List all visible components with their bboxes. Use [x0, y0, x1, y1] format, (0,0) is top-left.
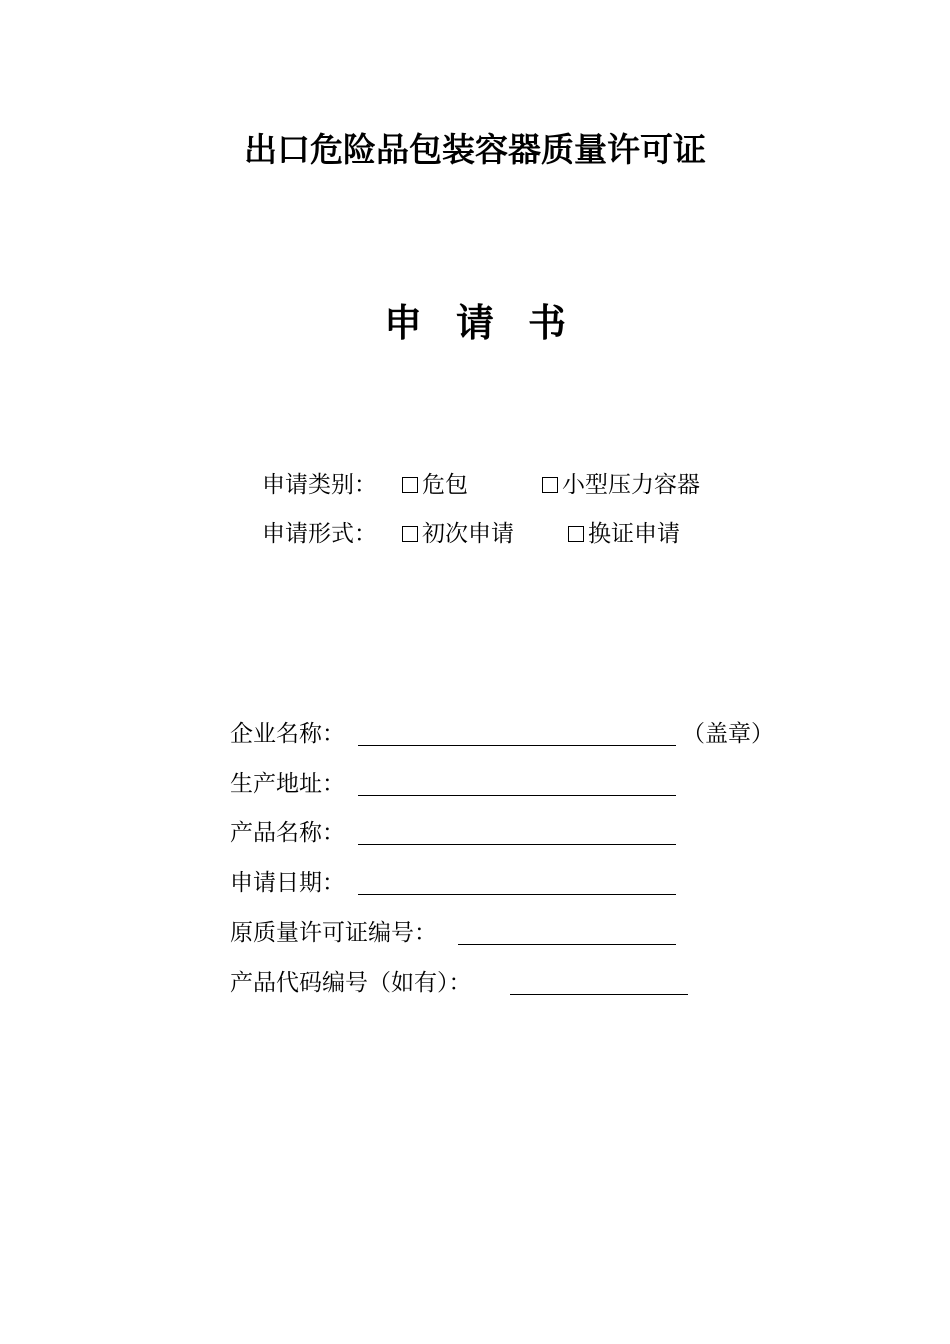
- product-name-label: 产品名称：: [230, 820, 345, 846]
- checkbox[interactable]: [402, 526, 418, 542]
- category-row: [262, 467, 700, 503]
- option-label: 初次申请: [422, 521, 514, 547]
- production-address-field[interactable]: [358, 795, 676, 796]
- subtitle-char-1: 申: [383, 300, 422, 345]
- checkbox[interactable]: [568, 526, 584, 542]
- checkbox[interactable]: [402, 477, 418, 493]
- original-license-label: 原质量许可证编号：: [230, 920, 437, 946]
- product-code-field[interactable]: [510, 994, 688, 995]
- option-label: 小型压力容器: [562, 472, 700, 498]
- seal-note: （盖章）: [682, 721, 774, 747]
- form-option-initial[interactable]: [402, 516, 514, 552]
- product-name-field[interactable]: [358, 844, 676, 845]
- document-title: 出口危险品包装容器质量许可证: [244, 130, 706, 169]
- subtitle-char-2: 请: [455, 300, 494, 345]
- category-option-danger-pack[interactable]: [402, 467, 468, 503]
- company-name-field[interactable]: [358, 745, 676, 746]
- original-license-field[interactable]: [458, 944, 676, 945]
- form-option-renewal[interactable]: [568, 516, 680, 552]
- product-code-label: 产品代码编号（如有）：: [230, 970, 472, 996]
- application-date-field[interactable]: [358, 894, 676, 895]
- subtitle-char-3: 书: [528, 300, 567, 345]
- option-label: 危包: [422, 472, 468, 498]
- category-option-pressure-vessel[interactable]: [542, 467, 700, 503]
- form-row: [262, 516, 680, 552]
- form-label: 申请形式：: [262, 521, 377, 547]
- document-subtitle: [0, 298, 950, 348]
- application-date-label: 申请日期：: [230, 870, 345, 896]
- category-label: 申请类别：: [262, 472, 377, 498]
- checkbox[interactable]: [542, 477, 558, 493]
- production-address-label: 生产地址：: [230, 771, 345, 797]
- company-name-label: 企业名称：: [230, 721, 345, 747]
- option-label: 换证申请: [588, 521, 680, 547]
